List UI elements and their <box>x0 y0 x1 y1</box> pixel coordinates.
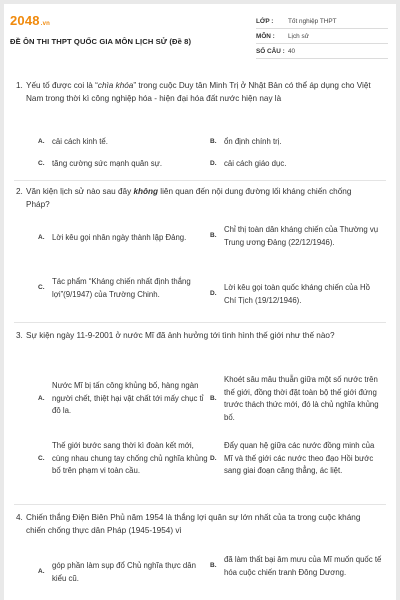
question-number: 4. <box>16 513 23 522</box>
exam-page <box>4 4 396 600</box>
option-d[interactable]: D. Lời kêu gọi toàn quốc kháng chiến của Hồ Chí Tịch (19/12/1946). <box>210 283 370 305</box>
logo-main: 2048 <box>10 13 40 28</box>
meta-count-label: SỐ CÂU : <box>256 47 285 55</box>
option-c[interactable]: C. Tác phẩm “Kháng chiến nhất định thắng lợi”(9/1947) của Trường Chinh. <box>38 277 191 299</box>
option-a[interactable]: A. Lời kêu gọi nhân ngày thành lập Đảng. <box>38 233 187 242</box>
question-number: 2. <box>16 187 23 196</box>
exam-meta <box>256 14 388 59</box>
meta-subject-label: MÔN : <box>256 32 275 40</box>
option-a[interactable]: A. góp phần làm sụp đổ Chủ nghĩa thực dân kiểu cũ. <box>38 561 196 583</box>
question-text: Chiến thắng Điện Biên Phủ năm 1954 là thắng lợi quân sự lớn nhất của ta trong cuộc kháng chiến chống thực dân Pháp (1945-1954) vì <box>26 513 361 535</box>
question-4 <box>4 512 396 537</box>
option-d[interactable]: D. Đẩy quan hệ giữa các nước đồng minh của Mĩ và thế giới các nước theo đạo Hồi bước sang giai đoạn căng thẳng, ác liệt. <box>210 441 375 475</box>
meta-class-label: LỚP : <box>256 17 274 25</box>
option-a[interactable]: A. Nước Mĩ bị tấn công khủng bố, hàng ngàn người chết, thiệt hại vật chất tới mấy chục tỉ đô la. <box>38 381 204 415</box>
option-b[interactable]: B. đã làm thất bại âm mưu của Mĩ muốn quốc tế hóa cuộc chiến tranh Đông Dương. <box>210 555 382 577</box>
meta-subject-row <box>256 29 388 44</box>
meta-count-row <box>256 44 388 59</box>
option-a[interactable]: A. cải cách kinh tế. <box>38 137 108 146</box>
question-1 <box>4 80 396 105</box>
site-logo[interactable] <box>10 13 50 28</box>
meta-subject-value: Lịch sử <box>288 32 309 40</box>
option-b[interactable]: B. ổn định chính trị. <box>210 137 282 146</box>
exam-header <box>4 4 396 66</box>
question-emphasis: chìa khóa <box>97 81 134 90</box>
question-2 <box>4 186 396 211</box>
question-text: Văn kiện lịch sử nào sau đây không liên quan đến nội dung đường lối kháng chiến chống Pháp? <box>26 187 352 209</box>
question-number: 1. <box>16 81 23 90</box>
meta-class-row <box>256 14 388 29</box>
option-d[interactable]: D. cải cách giáo dục. <box>210 159 287 168</box>
option-c[interactable]: C. tăng cường sức mạnh quân sự. <box>38 159 163 168</box>
logo-sub: .vn <box>40 21 51 27</box>
option-b[interactable]: B. Chỉ thị toàn dân kháng chiến của Thường vụ Trung ương Đảng (22/12/1946). <box>210 225 379 247</box>
option-c[interactable]: C. Thế giới bước sang thời kì đoàn kết mới, cùng nhau chung tay chống chủ nghĩa khủng bố trên phạm vi toàn cầu. <box>38 441 208 475</box>
meta-count-value: 40 <box>288 47 296 55</box>
question-text: Yếu tố được coi là “chìa khóa” trong cuộc Duy tân Minh Trị ở Nhật Bản có thể áp dụng cho Việt Nam trong thời kì công nghiệp hóa - hiện đại hóa đất nước hiện nay là <box>26 81 371 103</box>
question-number: 3. <box>16 331 23 340</box>
divider <box>14 180 386 181</box>
exam-title: ĐỀ ÔN THI THPT QUỐC GIA MÔN LỊCH SỬ (Đề 8) <box>10 37 192 46</box>
question-emphasis: không <box>133 187 158 196</box>
option-b[interactable]: B. Khoét sâu mâu thuẫn giữa một số nước trên thế giới, đồng thời đặt toàn bộ thế giới đứng trước thách thức mới, đó là chủ nghĩa khủng bố. <box>210 375 379 422</box>
divider <box>14 504 386 505</box>
divider <box>14 322 386 323</box>
question-3 <box>4 330 396 343</box>
question-text: Sự kiện ngày 11-9-2001 ở nước Mĩ đã ảnh hưởng tới tình hình thế giới như thế nào? <box>26 331 335 340</box>
meta-class-value: Tốt nghiệp THPT <box>288 17 337 25</box>
